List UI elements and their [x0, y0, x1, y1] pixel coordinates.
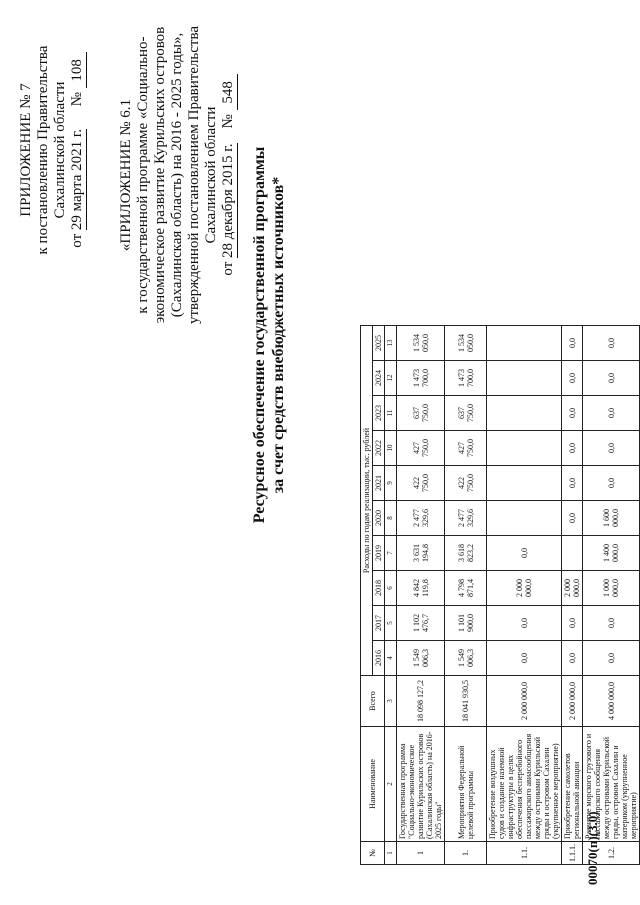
row-name: Развитие морского грузового и пассажирского сообщения между островами Курильской гряды, островом Сахалин и материком (укрупненное мероприятие) [583, 727, 640, 842]
row-value: 427 750,0 [445, 431, 487, 466]
col-total-header: Всего [361, 676, 385, 727]
index-cell: 3 [385, 676, 397, 727]
row-value: 0,0 [562, 606, 583, 641]
row-value: 0,0 [583, 361, 640, 396]
year-header: 2018 [373, 571, 385, 606]
index-cell: 2 [385, 727, 397, 842]
appendix-6-1-from-label: от [220, 261, 236, 276]
index-cell: 6 [385, 571, 397, 606]
appendix-6-1-line4: утвержденной постановлением Правительства [186, 25, 202, 325]
row-value [487, 361, 562, 396]
table-row [487, 326, 562, 865]
appendix-6-1-number: 548 [220, 74, 238, 110]
index-cell: 12 [385, 361, 397, 396]
row-value: 2 477 329,6 [397, 501, 445, 536]
year-header: 2019 [373, 536, 385, 571]
row-number: 1.2. [583, 842, 640, 865]
appendix-6-1-title: «ПРИЛОЖЕНИЕ № 6.1 [118, 98, 134, 252]
index-cell: 1 [385, 842, 397, 865]
row-value: 0,0 [487, 606, 562, 641]
year-header: 2016 [373, 641, 385, 676]
appendix-6-1-line3: (Сахалинская область) на 2016 - 2025 годы», [169, 32, 185, 318]
row-value: 1 534 050,0 [397, 326, 445, 361]
row-value: 1 102 476,7 [397, 606, 445, 641]
row-value: 2 000 000,0 [562, 571, 583, 606]
row-value [562, 536, 583, 571]
year-header: 2025 [373, 326, 385, 361]
appendix-7-line1: к постановлению Правительства [35, 45, 51, 255]
row-name: Мероприятия Федеральной целевой программы [445, 727, 487, 842]
year-header: 2022 [373, 431, 385, 466]
row-value: 0,0 [583, 396, 640, 431]
row-value [487, 396, 562, 431]
table-row [445, 326, 487, 865]
table-row [562, 326, 583, 865]
row-value: 3 618 823,2 [445, 536, 487, 571]
appendix-7-line2: Сахалинской области [52, 81, 68, 219]
index-cell: 10 [385, 431, 397, 466]
row-value: 0,0 [562, 466, 583, 501]
row-value: 18 041 930,5 [445, 676, 487, 727]
row-value: 0,0 [583, 466, 640, 501]
row-value: 2 000 000,0 [562, 676, 583, 727]
document-title-line1: Ресурсное обеспечение государственной программы [251, 146, 268, 524]
year-header: 2021 [373, 466, 385, 501]
row-value: 1 534 050,0 [445, 326, 487, 361]
index-cell: 5 [385, 606, 397, 641]
appendix-6-1-header [118, 5, 238, 345]
index-cell: 4 [385, 641, 397, 676]
row-value: 1 000 000,0 [583, 571, 640, 606]
document-title-line2: за счет средств внебюджетных источников* [270, 176, 287, 494]
row-value: 0,0 [487, 641, 562, 676]
row-value: 0,0 [562, 361, 583, 396]
row-value: 0,0 [583, 606, 640, 641]
row-value: 2 000 000,0 [487, 571, 562, 606]
row-value: 4 842 119,8 [397, 571, 445, 606]
row-value: 0,0 [487, 536, 562, 571]
row-value: 637 750,0 [445, 396, 487, 431]
appendix-7-title: ПРИЛОЖЕНИЕ № 7 [18, 83, 34, 217]
index-cell: 8 [385, 501, 397, 536]
table-header-row [361, 326, 373, 865]
appendix-7-number: 108 [69, 52, 87, 88]
row-value: 1 101 900,0 [445, 606, 487, 641]
index-cell: 11 [385, 396, 397, 431]
row-name: Приобретение воздушных судов и создание наземной инфраструктуры в целях обеспечения бесперебойного пассажирского авиасообщения между островами Курильской гряды и островом Сахалин (укрупненное мероприятие) [487, 727, 562, 842]
row-name: Государственная программа "Социально-экономическое развитие Курильских островов (Сахалинская область) на 2016-2025 годы" [397, 727, 445, 842]
appendix-6-1-line1: к государственной программе «Социально- [135, 36, 151, 314]
document-title [250, 35, 288, 635]
row-value: 0,0 [562, 501, 583, 536]
appendix-7-from-label: от [69, 233, 85, 248]
row-value: 1 549 006,3 [445, 641, 487, 676]
row-value [487, 501, 562, 536]
row-value: 0,0 [562, 641, 583, 676]
row-number: 1.1.1. [562, 842, 583, 865]
row-value [487, 466, 562, 501]
appendix-6-1-number-label: № [220, 114, 236, 129]
row-name: Приобретение самолетов региональной авиации [562, 727, 583, 842]
col-no-header: № [361, 842, 385, 865]
row-value [487, 431, 562, 466]
row-value: 422 750,0 [397, 466, 445, 501]
col-name-header: Наименование [361, 727, 385, 842]
row-value: 1 400 000,0 [583, 536, 640, 571]
row-value: 0,0 [562, 396, 583, 431]
index-row [385, 326, 397, 865]
row-value: 427 750,0 [397, 431, 445, 466]
index-cell: 13 [385, 326, 397, 361]
resource-table [360, 325, 640, 865]
index-cell: 7 [385, 536, 397, 571]
year-header: 2017 [373, 606, 385, 641]
row-value: 1 473 700,0 [445, 361, 487, 396]
row-value: 18 098 127,2 [397, 676, 445, 727]
row-value: 4 798 871,4 [445, 571, 487, 606]
row-value: 1 473 700,0 [397, 361, 445, 396]
appendix-7-header [18, 5, 87, 295]
table-row [583, 326, 640, 865]
appendix-6-1-line2: экономическое развитие Курильских островов [152, 26, 168, 324]
appendix-7-date: 29 марта 2021 г. [69, 128, 85, 231]
row-value [487, 326, 562, 361]
appendix-6-1-date: 28 декабря 2015 г. [220, 143, 236, 258]
row-number: 1. [445, 842, 487, 865]
row-value: 0,0 [583, 641, 640, 676]
row-number: 1.1. [487, 842, 562, 865]
index-cell: 9 [385, 466, 397, 501]
row-value: 3 631 194,8 [397, 536, 445, 571]
row-value: 0,0 [583, 326, 640, 361]
table-row [397, 326, 445, 865]
appendix-7-date-line [69, 5, 87, 295]
row-value: 0,0 [562, 431, 583, 466]
appendix-6-1-date-line [220, 5, 238, 345]
years-group-header: Расходы по годам реализации, тыс. рублей [361, 326, 373, 676]
row-number: 1 [397, 842, 445, 865]
row-value: 1 600 000,0 [583, 501, 640, 536]
appendix-7-number-label: № [69, 92, 85, 107]
row-value: 422 750,0 [445, 466, 487, 501]
year-header: 2023 [373, 396, 385, 431]
row-value: 2 000 000,0 [487, 676, 562, 727]
row-value: 0,0 [562, 326, 583, 361]
row-value: 0,0 [583, 431, 640, 466]
appendix-6-1-line5: Сахалинской области [203, 106, 219, 244]
document-code: 00070(п)(3.0) [585, 811, 600, 885]
year-header: 2020 [373, 501, 385, 536]
row-value: 637 750,0 [397, 396, 445, 431]
row-value: 4 000 000,0 [583, 676, 640, 727]
row-value: 1 549 006,3 [397, 641, 445, 676]
year-header: 2024 [373, 361, 385, 396]
row-value: 2 477 329,6 [445, 501, 487, 536]
